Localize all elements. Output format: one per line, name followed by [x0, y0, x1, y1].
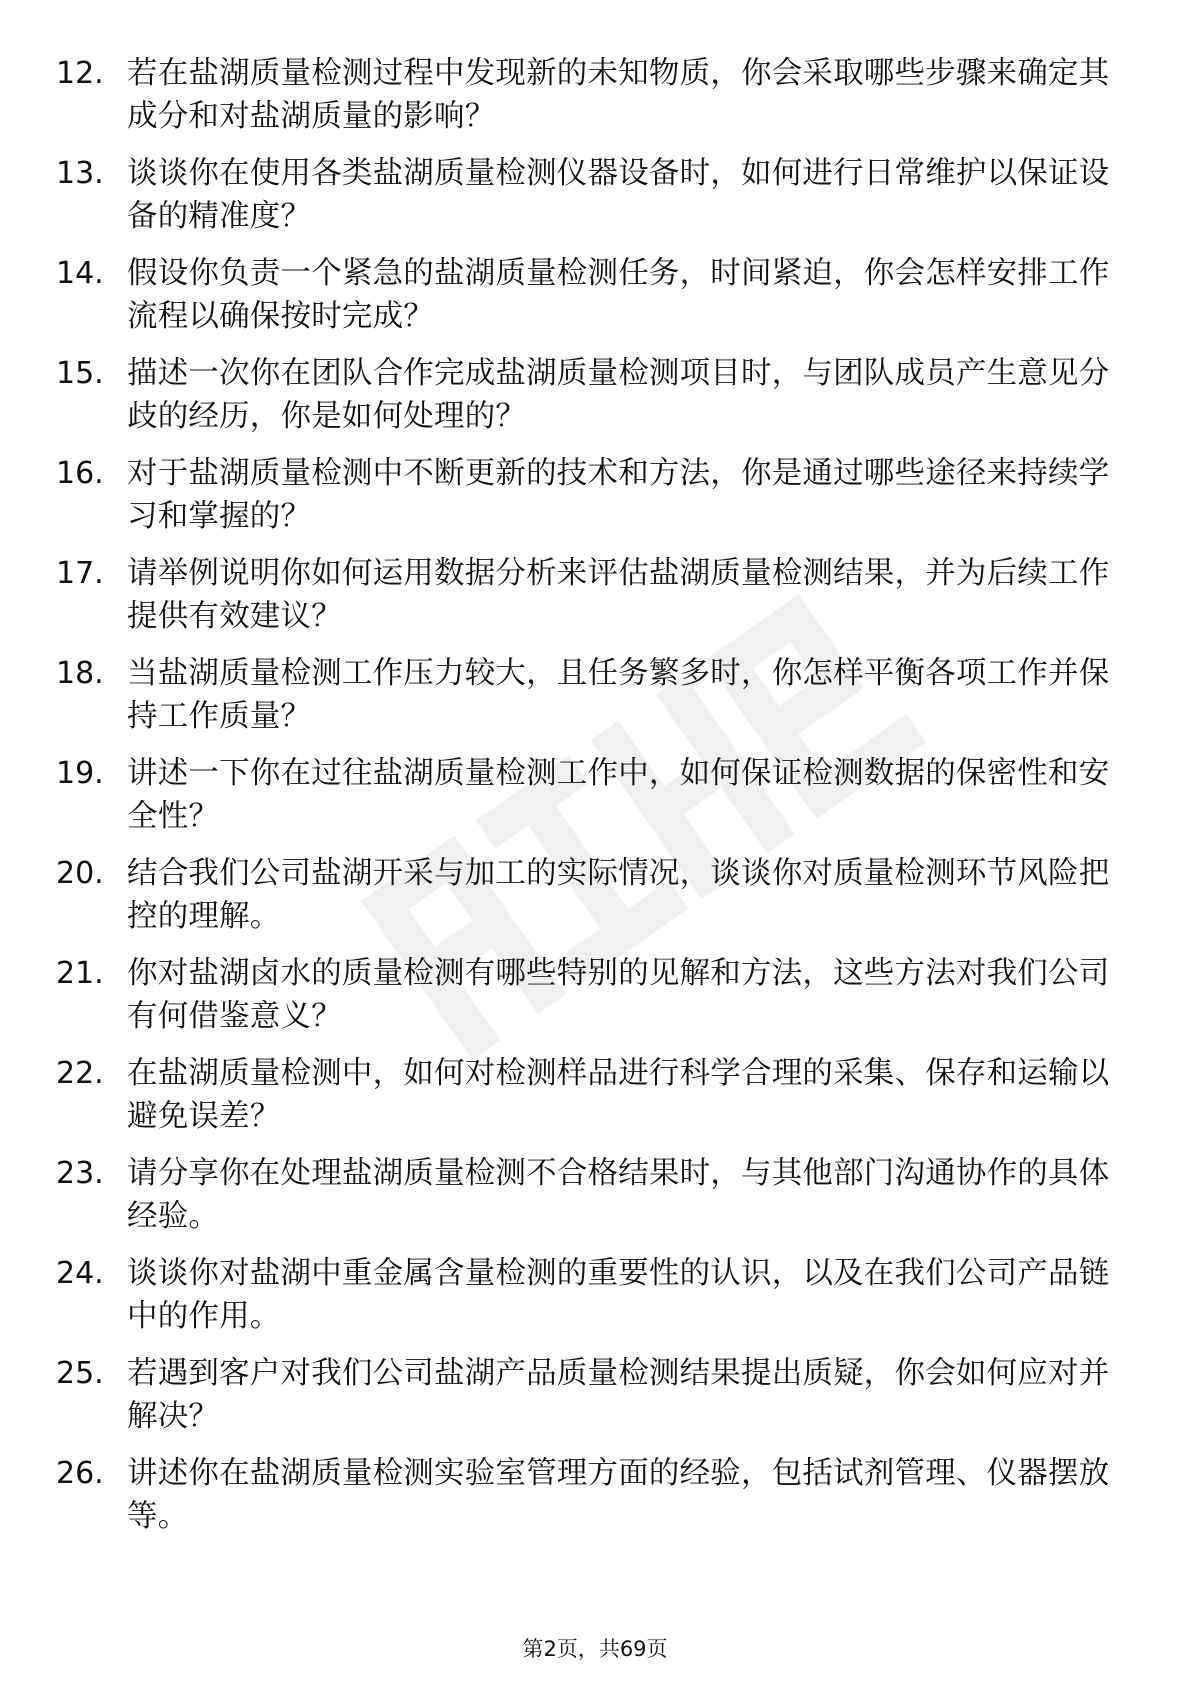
question-text: 当盐湖质量检测工作压力较大，且任务繁多时，你怎样平衡各项工作并保持工作质量？ — [127, 656, 1110, 734]
question-text: 请举例说明你如何运用数据分析来评估盐湖质量检测结果，并为后续工作提供有效建议？ — [127, 556, 1110, 634]
question-number: 19. — [56, 756, 104, 791]
question-number: 22. — [56, 1056, 104, 1091]
question-number: 24. — [56, 1256, 104, 1291]
question-text: 谈谈你对盐湖中重金属含量检测的重要性的认识，以及在我们公司产品链中的作用。 — [127, 1256, 1110, 1334]
question-number: 23. — [56, 1156, 104, 1191]
question-text: 对于盐湖质量检测中不断更新的技术和方法，你是通过哪些途径来持续学习和掌握的？ — [127, 456, 1110, 534]
question-number: 26. — [56, 1456, 104, 1491]
question-item — [56, 1152, 1116, 1252]
question-text: 假设你负责一个紧急的盐湖质量检测任务，时间紧迫，你会怎样安排工作流程以确保按时完成？ — [127, 256, 1110, 334]
question-number: 12. — [56, 56, 104, 91]
question-number: 16. — [56, 456, 104, 491]
question-text: 在盐湖质量检测中，如何对检测样品进行科学合理的采集、保存和运输以避免误差？ — [127, 1056, 1110, 1134]
page-number-label: 第2页，共69页 — [522, 1637, 668, 1661]
question-text: 描述一次你在团队合作完成盐湖质量检测项目时，与团队成员产生意见分歧的经历，你是如何处理的？ — [127, 356, 1110, 434]
question-item — [56, 52, 1116, 152]
question-item — [56, 152, 1116, 252]
question-list — [56, 52, 1116, 1552]
question-number: 14. — [56, 256, 104, 291]
question-text: 你对盐湖卤水的质量检测有哪些特别的见解和方法，这些方法对我们公司有何借鉴意义？ — [127, 956, 1110, 1034]
question-item — [56, 552, 1116, 652]
question-text: 讲述你在盐湖质量检测实验室管理方面的经验，包括试剂管理、仪器摆放等。 — [127, 1456, 1110, 1534]
question-text: 谈谈你在使用各类盐湖质量检测仪器设备时，如何进行日常维护以保证设备的精准度？ — [127, 156, 1110, 234]
question-item — [56, 652, 1116, 752]
question-item — [56, 1352, 1116, 1452]
question-item — [56, 1052, 1116, 1152]
question-number: 25. — [56, 1356, 104, 1391]
question-item — [56, 852, 1116, 952]
question-text: 若在盐湖质量检测过程中发现新的未知物质，你会采取哪些步骤来确定其成分和对盐湖质量的影响？ — [127, 56, 1110, 134]
question-item — [56, 352, 1116, 452]
question-text: 讲述一下你在过往盐湖质量检测工作中，如何保证检测数据的保密性和安全性？ — [127, 756, 1110, 834]
question-text: 若遇到客户对我们公司盐湖产品质量检测结果提出质疑，你会如何应对并解决？ — [127, 1356, 1110, 1434]
page-footer — [0, 1636, 1190, 1662]
question-item — [56, 1252, 1116, 1352]
question-text: 请分享你在处理盐湖质量检测不合格结果时，与其他部门沟通协作的具体经验。 — [127, 1156, 1110, 1234]
question-number: 21. — [56, 956, 104, 991]
question-item — [56, 952, 1116, 1052]
question-number: 15. — [56, 356, 104, 391]
question-text: 结合我们公司盐湖开采与加工的实际情况，谈谈你对质量检测环节风险把控的理解。 — [127, 856, 1110, 934]
question-number: 13. — [56, 156, 104, 191]
question-number: 18. — [56, 656, 104, 691]
question-item — [56, 252, 1116, 352]
question-number: 20. — [56, 856, 104, 891]
question-item — [56, 752, 1116, 852]
question-number: 17. — [56, 556, 104, 591]
question-item — [56, 452, 1116, 552]
question-item — [56, 1452, 1116, 1552]
